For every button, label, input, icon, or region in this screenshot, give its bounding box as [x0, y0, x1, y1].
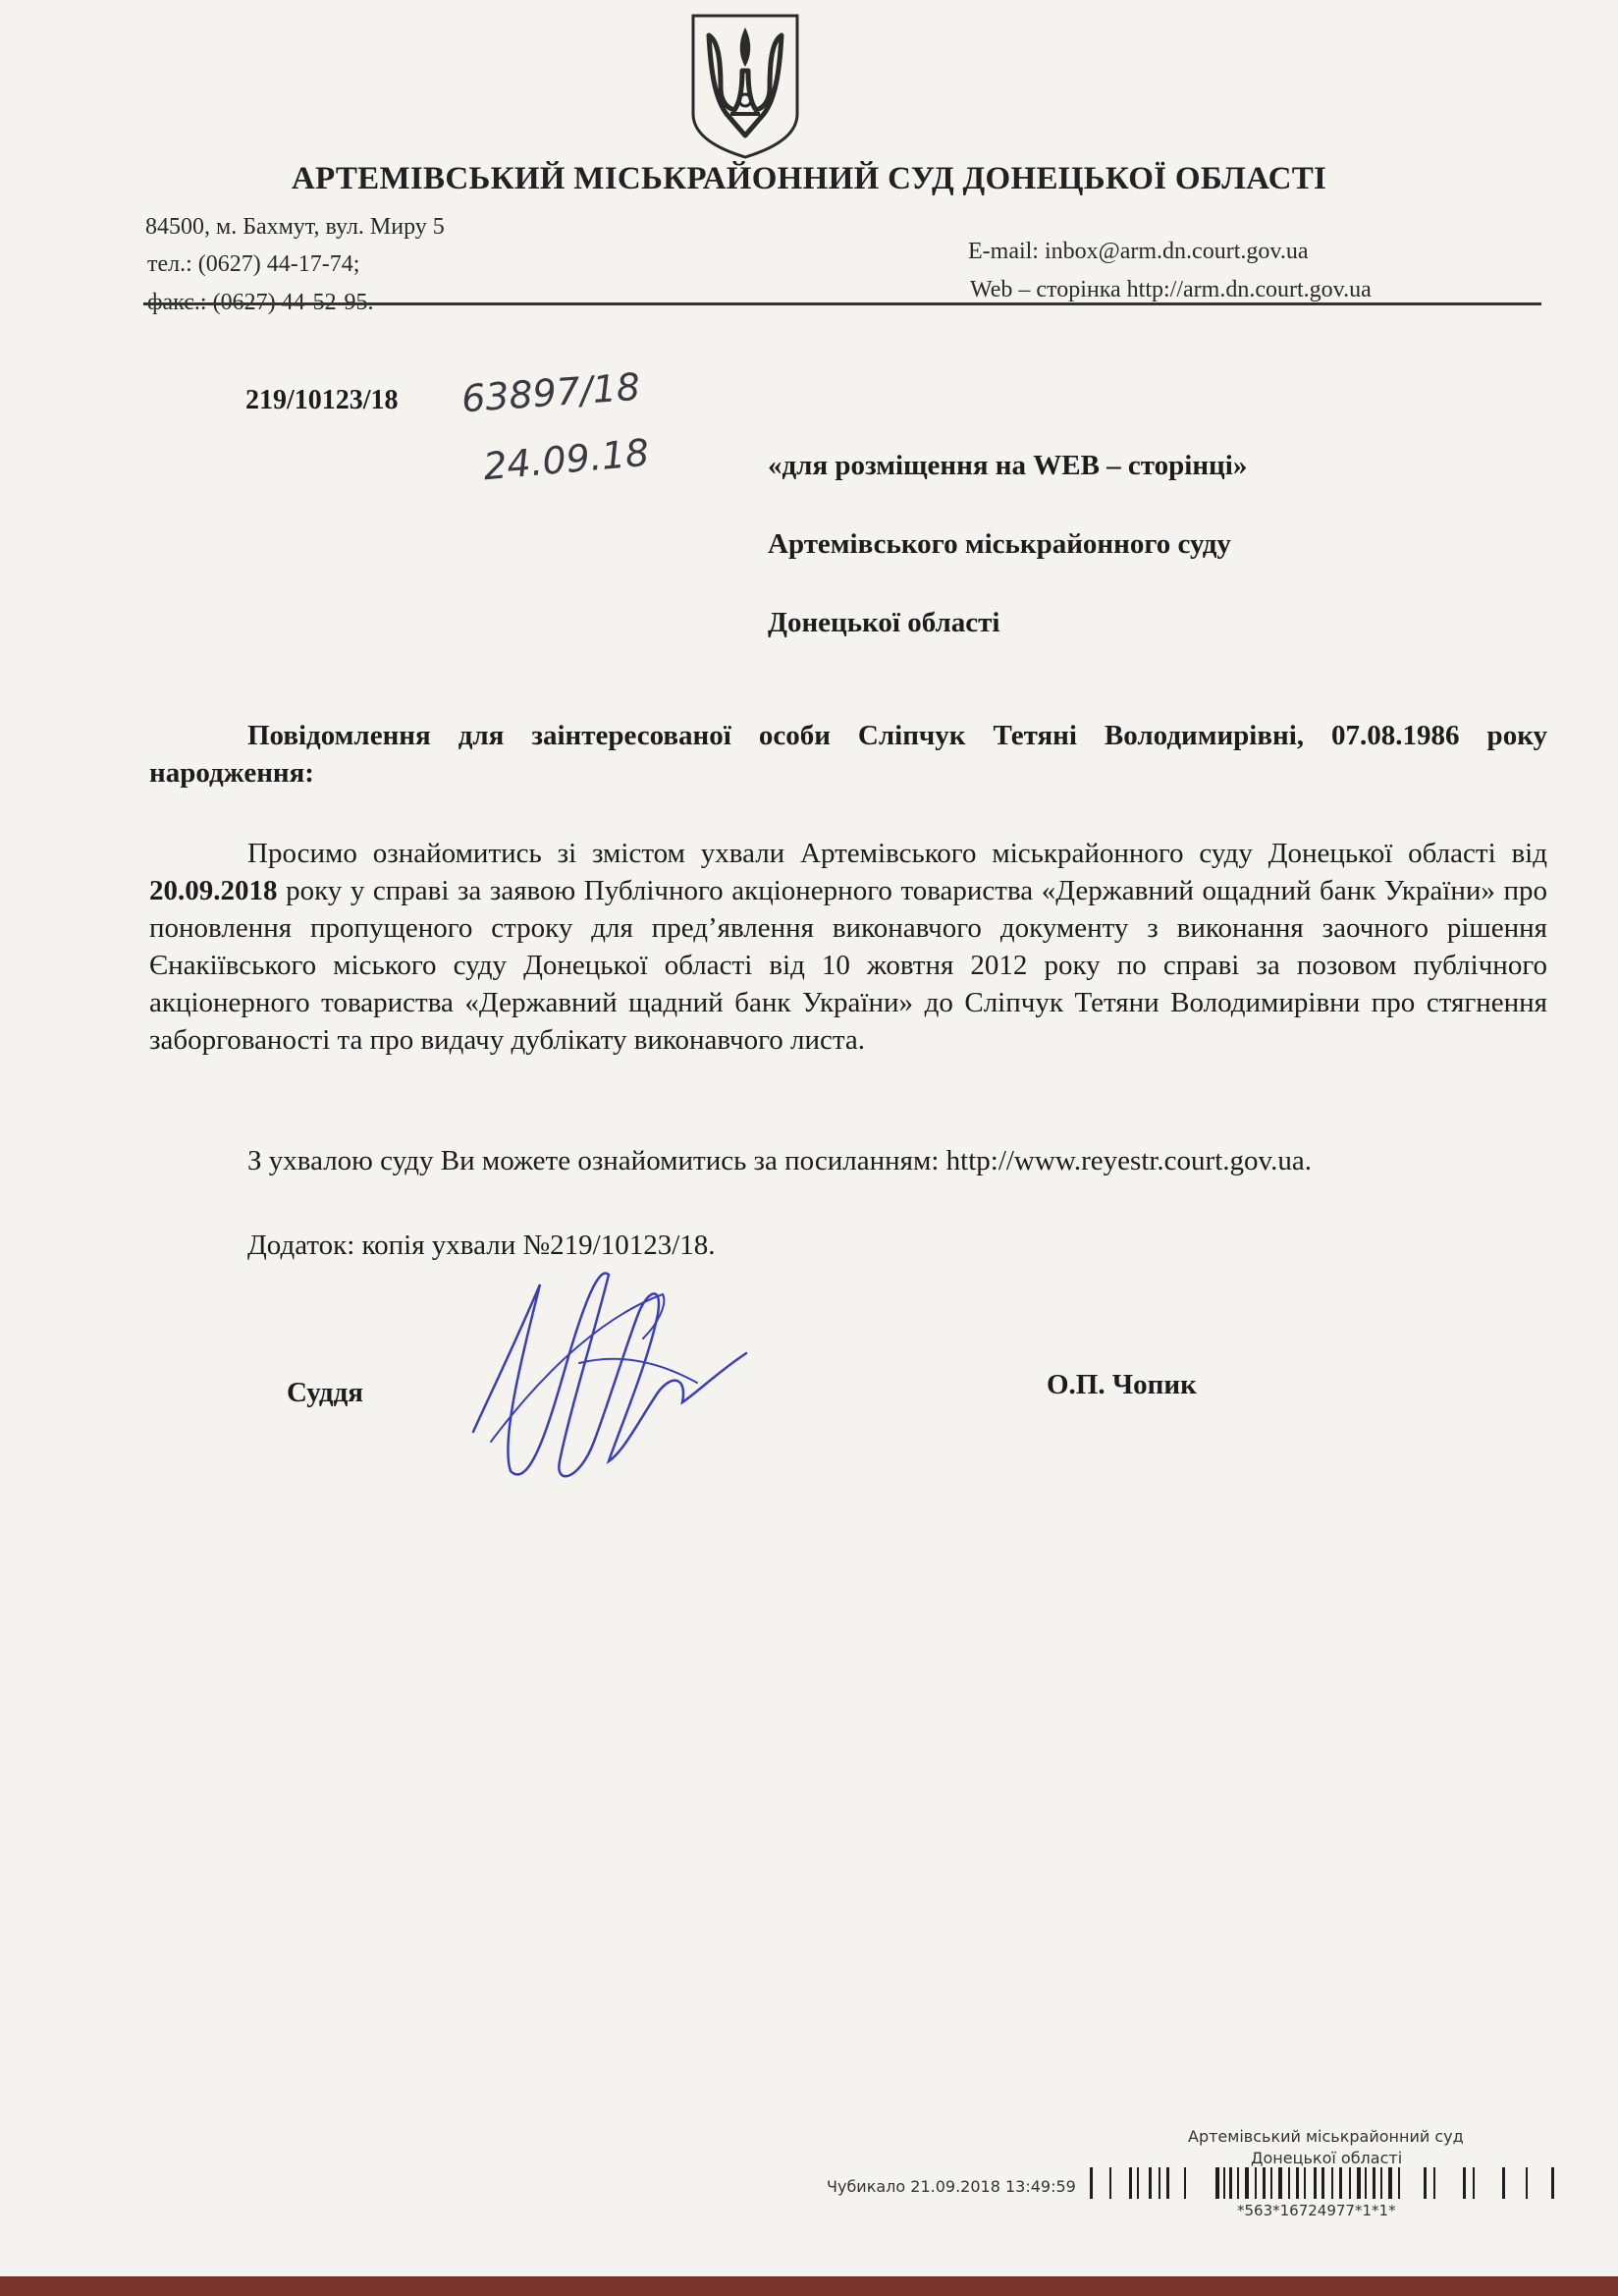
court-website: Web – сторінка http://arm.dn.court.gov.ua	[970, 277, 1372, 302]
registry-link-text: З ухвалою суду Ви можете ознайомитись за посиланням: http://www.reyestr.court.gov.ua.	[247, 1145, 1313, 1176]
scan-edge-band	[0, 2276, 1618, 2296]
coat-of-arms-icon	[687, 12, 803, 161]
main-paragraph-part-1: Просимо ознайомитись зі змістом ухвали Артемівського міськрайонного суду Донецької області від	[247, 838, 1547, 869]
barcode-number: *563*16724977*1*1*	[1237, 2202, 1396, 2219]
court-name: АРТЕМІВСЬКИЙ МІСЬКРАЙОННИЙ СУД ДОНЕЦЬКОЇ ОБЛАСТІ	[291, 161, 1327, 196]
main-paragraph-part-2: року у справі за заявою Публічного акціонерного товариства «Державний ощадний банк України» про поновлення пропущеного строку для пред’явлення виконавчого документу з виконання заочного рішення Єнакіївського міського суду Донецької області від 10 жовтня 2012 року по справі за позовом публічного акціонерного товариства «Державний щадний банк України» до Сліпчук Тетяни Володимирівни про стягнення заборгованості та про видачу дублікату виконавчого листа.	[149, 875, 1547, 1056]
court-phone: тел.: (0627) 44-17-74;	[147, 251, 360, 277]
court-address: 84500, м. Бахмут, вул. Миру 5	[145, 214, 445, 240]
judge-label: Суддя	[287, 1377, 363, 1408]
judge-signature	[461, 1245, 776, 1501]
stamp-region: Донецької області	[1251, 2149, 1403, 2167]
main-paragraph	[149, 835, 1547, 1059]
handwritten-registration-date: 24.09.18	[481, 430, 651, 489]
attachment-note: Додаток: копія ухвали №219/10123/18.	[247, 1230, 716, 1261]
stamp-court-name: Артемівський міськрайонний суд	[1188, 2127, 1464, 2146]
barcode-icon	[1090, 2163, 1565, 2203]
addressee-line-2: Артемівського міськрайонного суду	[768, 528, 1231, 560]
handwritten-registration-number: 63897/18	[459, 364, 642, 421]
addressee-line-1: «для розміщення на WEB – сторінці»	[768, 450, 1248, 481]
ruling-date: 20.09.2018	[149, 875, 278, 906]
notice-heading: Повідомлення для заінтересованої особи Сліпчук Тетяні Володимирівні, 07.08.1986 року народження:	[149, 720, 1547, 789]
judge-name: О.П. Чопик	[1047, 1369, 1197, 1400]
addressee-line-3: Донецької області	[768, 607, 1000, 638]
header-divider	[143, 302, 1541, 305]
case-number: 219/10123/18	[245, 385, 399, 415]
court-email: E-mail: inbox@arm.dn.court.gov.ua	[968, 239, 1309, 264]
stamp-registrar-timestamp: Чубикало 21.09.2018 13:49:59	[827, 2177, 1076, 2196]
court-fax: факс.: (0627) 44-52-95.	[147, 290, 374, 315]
